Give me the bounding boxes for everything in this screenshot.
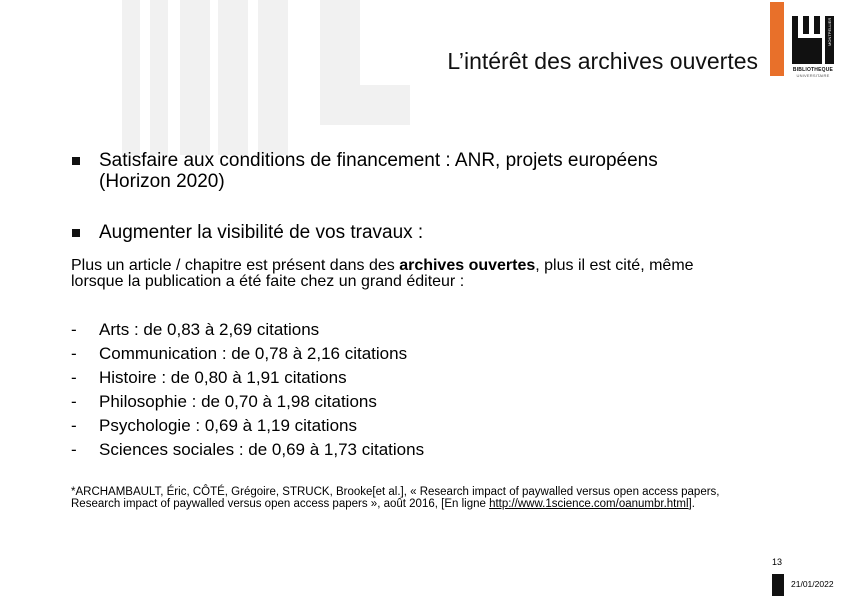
dash-marker: - xyxy=(71,368,77,387)
list-item xyxy=(71,343,424,367)
logo-caption xyxy=(789,67,837,79)
paragraph-text: , plus il est cité, même lorsque la publication a été faite chez un grand éditeur : xyxy=(71,257,694,290)
dash-marker: - xyxy=(71,344,77,363)
page-number: 13 xyxy=(772,557,783,567)
bullet-square-icon xyxy=(72,229,80,237)
slide-title: L’intérêt des archives ouvertes xyxy=(447,48,758,74)
citations-list xyxy=(71,319,424,463)
background-shape xyxy=(122,0,140,155)
citation-text: Communication : de 0,78 à 2,16 citations xyxy=(99,344,408,363)
bullet-item xyxy=(72,222,712,243)
citation-text: Sciences sociales : de 0,69 à 1,73 citations xyxy=(99,440,425,459)
citation-text: Arts : de 0,83 à 2,69 citations xyxy=(99,320,320,339)
reference-suffix: ]. xyxy=(688,498,695,510)
list-item xyxy=(71,319,424,343)
bullet-item xyxy=(72,150,712,192)
list-item xyxy=(71,439,424,463)
reference-text: *ARCHAMBAULT, Éric, CÔTÉ, Grégoire, STRUCK, Brooke[et al.], « Research impact of paywalled versus open access papers, Research impact of paywalled versus open access papers », août 2016, [En ligne xyxy=(71,486,720,510)
visibility-paragraph xyxy=(71,258,711,290)
library-logo xyxy=(789,16,837,92)
dash-marker: - xyxy=(71,440,77,459)
reference-footnote xyxy=(71,486,731,510)
accent-bar xyxy=(770,2,784,76)
citation-text: Psychologie : 0,69 à 1,19 citations xyxy=(99,416,357,435)
background-shape xyxy=(218,0,248,155)
background-shape xyxy=(150,0,168,155)
paragraph-bold-text: archives ouvertes xyxy=(399,257,536,274)
background-shape xyxy=(180,0,210,155)
background-shape xyxy=(258,0,288,155)
logo-vertical-text: MONTPELLIER xyxy=(827,17,832,46)
dash-marker: - xyxy=(71,392,77,411)
list-item xyxy=(71,367,424,391)
list-item xyxy=(71,415,424,439)
dash-marker: - xyxy=(71,320,77,339)
reference-link[interactable]: http://www.1science.com/oanumbr.html xyxy=(489,498,689,510)
slide-date: 21/01/2022 xyxy=(791,579,834,589)
bullet-text: Augmenter la visibilité de vos travaux : xyxy=(99,222,424,243)
logo-name: BIBLIOTHEQUE xyxy=(792,67,834,73)
bullet-square-icon xyxy=(72,157,80,165)
background-shape xyxy=(320,85,410,125)
paragraph-text: Plus un article / chapitre est présent dans des xyxy=(71,257,400,274)
dash-marker: - xyxy=(71,416,77,435)
logo-subtitle: UNIVERSITAIRE xyxy=(796,73,830,78)
citation-text: Philosophie : de 0,70 à 1,98 citations xyxy=(99,392,377,411)
corner-block xyxy=(772,574,784,596)
citation-text: Histoire : de 0,80 à 1,91 citations xyxy=(99,368,347,387)
list-item xyxy=(71,391,424,415)
bullet-text: Satisfaire aux conditions de financement : ANR, projets européens (Horizon 2020) xyxy=(99,150,658,192)
